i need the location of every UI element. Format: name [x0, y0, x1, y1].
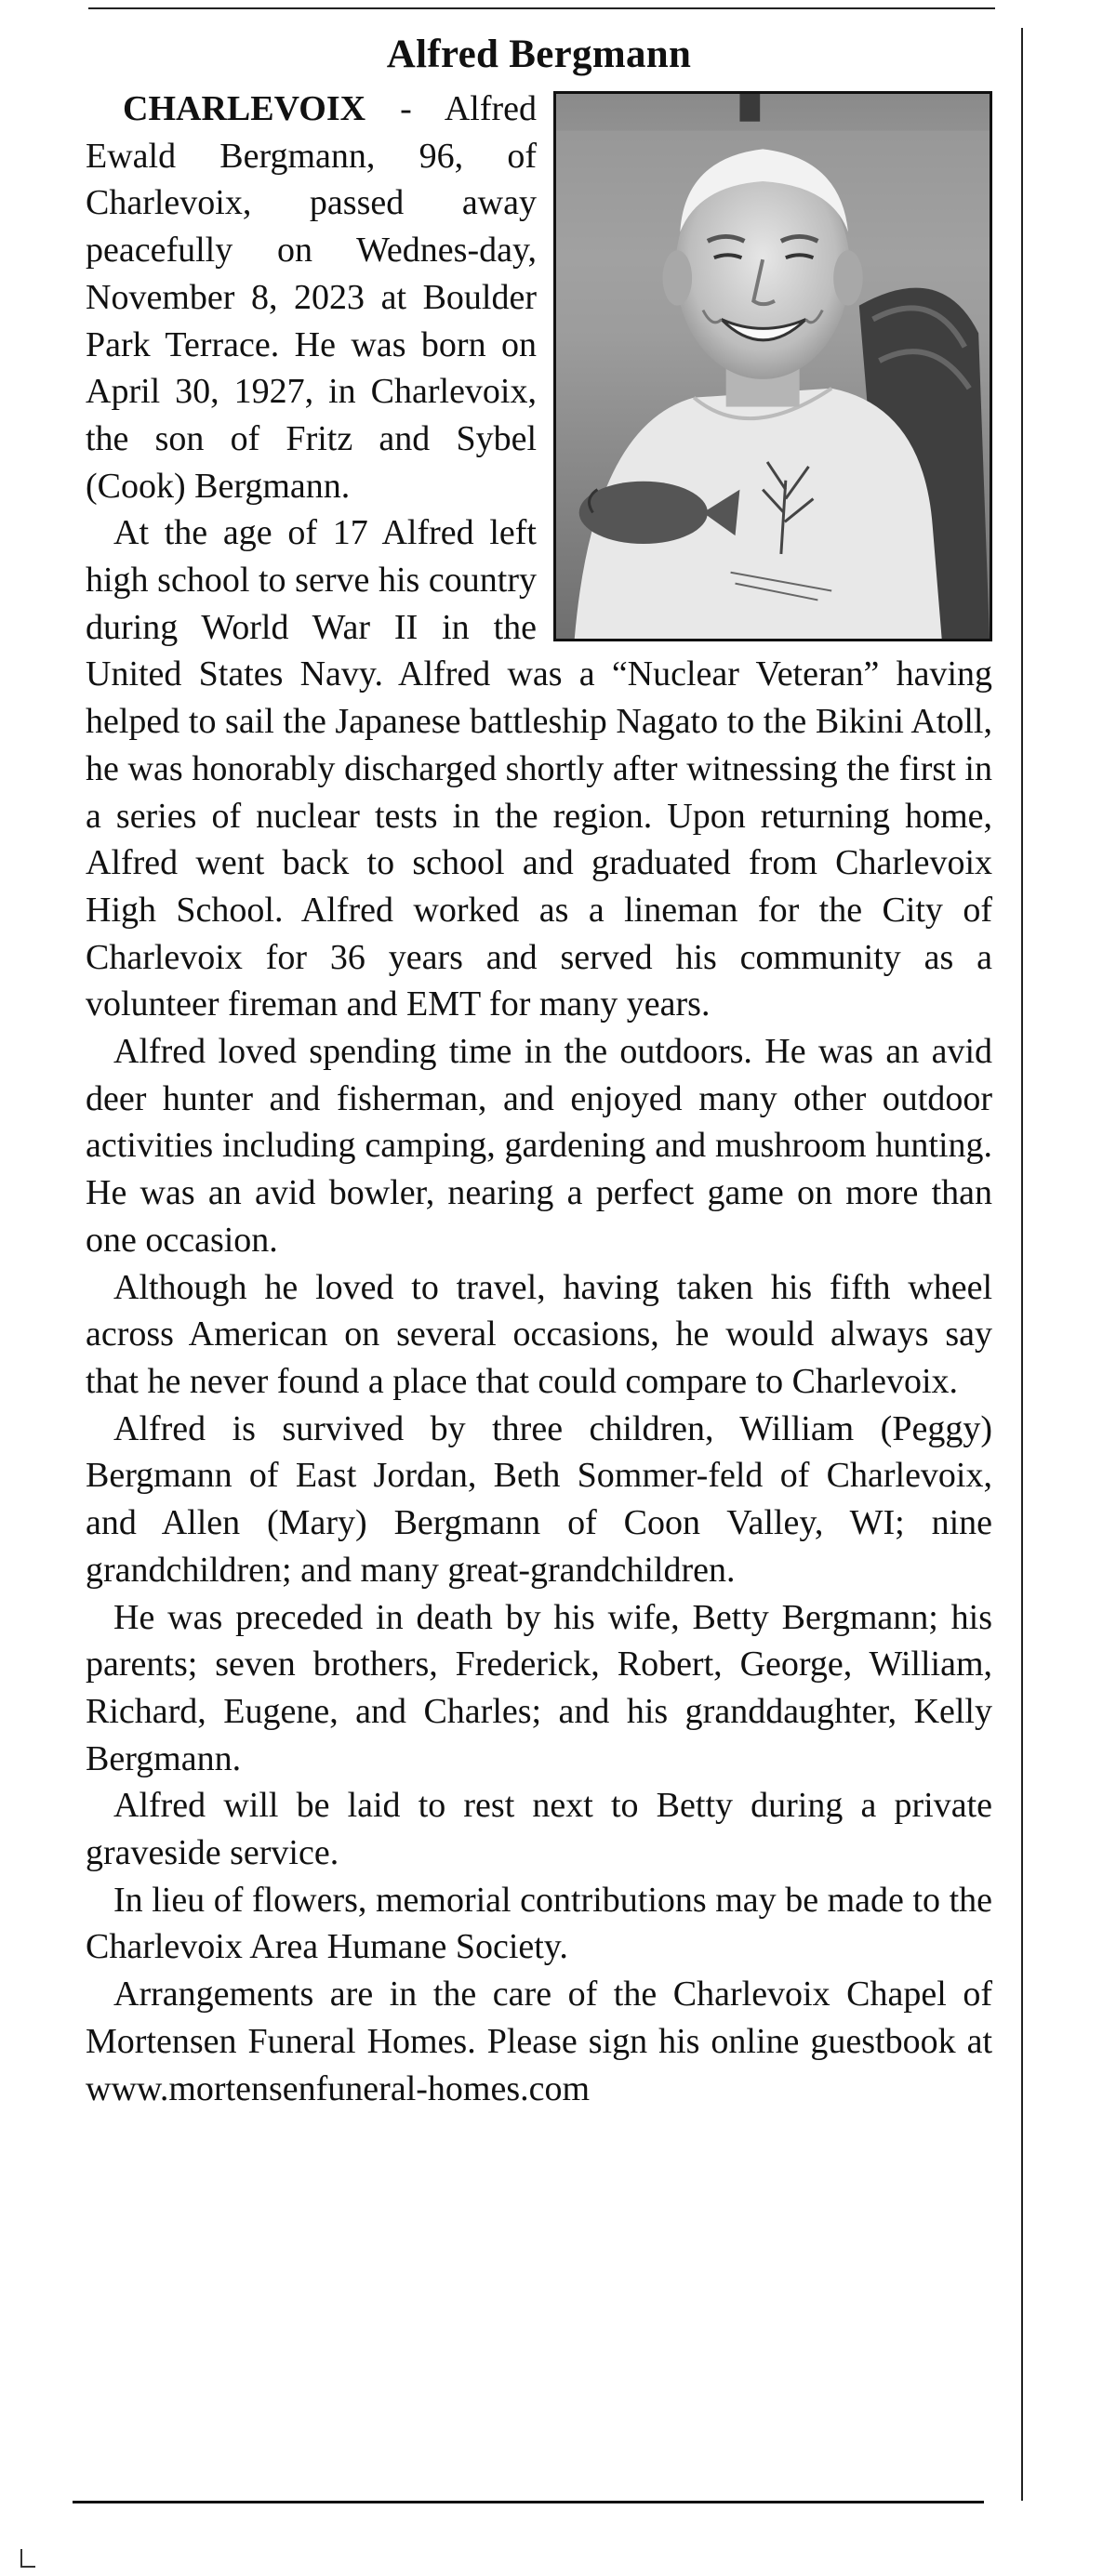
- obituary-article: [86, 28, 992, 2112]
- paragraph-preceded: He was preceded in death by his wife, Betty Bergmann; his parents; seven brothers, Frederick, Robert, George, William, Richard, Eugene, and Charles; and his granddaughter, Kelly Bergmann.: [86, 1597, 992, 1778]
- paragraph-burial: Alfred will be laid to rest next to Betty during a private graveside service.: [86, 1786, 992, 1873]
- paragraph-memorials: In lieu of flowers, memorial contributions may be made to the Charlevoix Area Humane Society.: [86, 1880, 992, 1967]
- paragraph-survivors: Alfred is survived by three children, William (Peggy) Bergmann of East Jordan, Beth Sommer-feld of Charlevoix, and Allen (Mary) Bergmann of Coon Valley, WI; nine grandchildren; and many great-grandchildren.: [86, 1408, 992, 1590]
- bottom-rule: [73, 2501, 984, 2503]
- crop-mark: [20, 2549, 35, 2568]
- column-rule: [1021, 28, 1023, 2501]
- paragraph-arrangements: Arrangements are in the care of the Charlevoix Chapel of Mortensen Funeral Homes. Please sign his online guestbook at www.mortensenfuneral-homes.com: [86, 1975, 992, 2108]
- portrait-photo-icon: [556, 94, 990, 639]
- dateline: CHARLEVOIX: [123, 89, 366, 128]
- paragraph-service: At the age of 17 Alfred left high school to serve his country during World War II in the United States Navy. Alfred was a “Nuclear Veteran” having helped to sail the Japanese battleship Nagato to the Bikini Atoll, he was honorably discharged shortly after witnessing the first in a series of nuclear tests in the region. Upon returning home, Alfred went back to school and graduated from Charlevoix High School. Alfred worked as a lineman for the City of Charlevoix for 36 years and served his community as a volunteer fireman and EMT for many years.: [86, 513, 992, 1024]
- top-rule: [88, 7, 995, 9]
- headline: Alfred Bergmann: [386, 33, 692, 76]
- portrait-photo: [553, 91, 992, 641]
- paragraph-outdoors: Alfred loved spending time in the outdoors. He was an avid deer hunter and fisherman, and enjoyed many other outdoor activities including camping, gardening and mushroom hunting. He was an avid bowler, nearing a perfect game on more than one occasion.: [86, 1032, 992, 1260]
- paragraph-lead-text: - Alfred Ewald Bergmann, 96, of Charlevoix, passed away peacefully on Wednes-day, November 8, 2023 at Boulder Park Terrace. He was born on April 30, 1927, in Charlevoix, the son of Fritz and Sybel (Cook) Bergmann.: [86, 89, 537, 506]
- paragraph-travel: Although he loved to travel, having taken his fifth wheel across American on several occasions, he would always say that he never found a place that could compare to Charlevoix.: [86, 1267, 992, 1401]
- obituary-body: [86, 86, 992, 2112]
